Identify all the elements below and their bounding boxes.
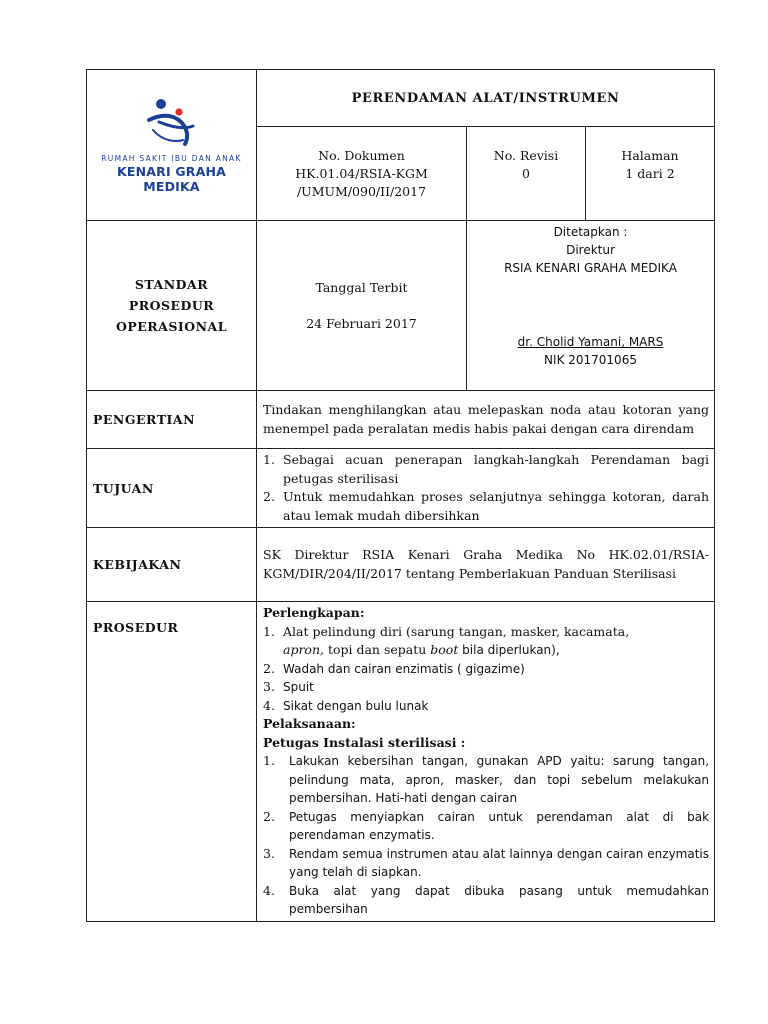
hospital-logo (87, 70, 256, 220)
terbit-date: 24 Februari 2017 (306, 315, 417, 331)
list-item: 4. Sikat dengan bulu lunak (263, 697, 429, 713)
pengertian-text: Tindakan menghilangkan atau melepaskan noda atau kotoran yang menempel pada peralatan medis habis pakai dengan cara direndam (257, 391, 715, 449)
revisi-cell (467, 127, 586, 221)
tujuan-content (257, 449, 715, 528)
prosedur-label: PROSEDUR (87, 602, 257, 922)
halaman-cell (586, 127, 715, 221)
sop-document (86, 69, 714, 922)
terbit-label: Tanggal Terbit (315, 279, 408, 295)
sop-label-1: STANDAR (134, 277, 209, 292)
list-item: 1. Lakukan kebersihan tangan, gunakan APD yaitu: sarung tangan, pelindung mata, apron, masker, dan topi sebelum melakukan pembersihan. Hati-hati dengan cairan (263, 753, 710, 805)
tujuan-label: TUJUAN (87, 449, 257, 528)
direktur-label: Direktur (566, 243, 615, 257)
list-item: 2. Petugas menyiapkan cairan untuk perendaman alat di bak perendaman enzymatis. (263, 808, 710, 842)
signer-name: dr. Cholid Yamani, MARS (517, 335, 664, 349)
document-title: PERENDAMAN ALAT/INSTRUMEN (257, 70, 715, 127)
sop-label-cell (87, 221, 257, 391)
tujuan-list (263, 451, 709, 525)
rs-name: RSIA KENARI GRAHA MEDIKA (504, 261, 677, 275)
prosedur-content (257, 602, 715, 922)
sop-table (86, 69, 715, 922)
langkah-list (263, 752, 709, 919)
sop-label-2: PROSEDUR (128, 298, 215, 313)
list-item: 4. Buka alat yang dapat dibuka pasang untuk memudahkan pembersihan (263, 882, 710, 916)
list-item: 3. Rendam semua instrumen atau alat lainnya dengan cairan enzymatis yang telah di siapkan. (263, 845, 710, 879)
revisi-value: 0 (522, 166, 530, 181)
logo-name: KENARI GRAHA MEDIKA (116, 164, 227, 194)
tanggal-terbit-cell (257, 221, 467, 391)
kebijakan-text: SK Direktur RSIA Kenari Graha Medika No HK.02.01/RSIA-KGM/DIR/204/II/2017 tentang Pemberlakuan Panduan Sterilisasi (257, 528, 715, 602)
dokumen-cell (257, 127, 467, 221)
logo-figure-icon (143, 96, 201, 148)
pengertian-label: PENGERTIAN (87, 391, 257, 449)
list-item: 2. Wadah dan cairan enzimatis ( gigazime) (263, 660, 525, 676)
signer-nik: NIK 201701065 (544, 353, 637, 367)
pelaksanaan-heading: Pelaksanaan: (263, 716, 356, 731)
logo-cell (87, 70, 257, 221)
ditetapkan-label: Ditetapkan : (553, 225, 628, 239)
sop-label-3: OPERASIONAL (115, 319, 228, 334)
kebijakan-label: KEBIJAKAN (87, 528, 257, 602)
petugas-heading: Petugas Instalasi sterilisasi : (263, 734, 466, 750)
dokumen-value-1: HK.01.04/RSIA-KGM (295, 165, 428, 181)
perlengkapan-list (263, 623, 709, 716)
list-item: 1. Alat pelindung diri (sarung tangan, masker, kacamata, apron, topi dan sepatu boot bila diperlukan), (263, 623, 630, 657)
halaman-label: Halaman (621, 148, 679, 163)
list-item: 3. Spuit (263, 679, 314, 694)
perlengkapan-heading: Perlengkapan: (263, 605, 365, 620)
dokumen-label: No. Dokumen (318, 147, 405, 163)
dokumen-value-2: /UMUM/090/II/2017 (296, 183, 427, 199)
halaman-value: 1 dari 2 (625, 166, 675, 181)
logo-subtitle: RUMAH SAKIT IBU DAN ANAK (101, 154, 242, 163)
revisi-label: No. Revisi (493, 148, 559, 163)
ditetapkan-cell (467, 221, 715, 391)
list-item: 1. Sebagai acuan penerapan langkah-langkah Perendaman bagi petugas sterilisasi (263, 452, 710, 486)
list-item: 2. Untuk memudahkan proses selanjutnya sehingga kotoran, darah atau lemak mudah dibersihkan (263, 489, 710, 523)
